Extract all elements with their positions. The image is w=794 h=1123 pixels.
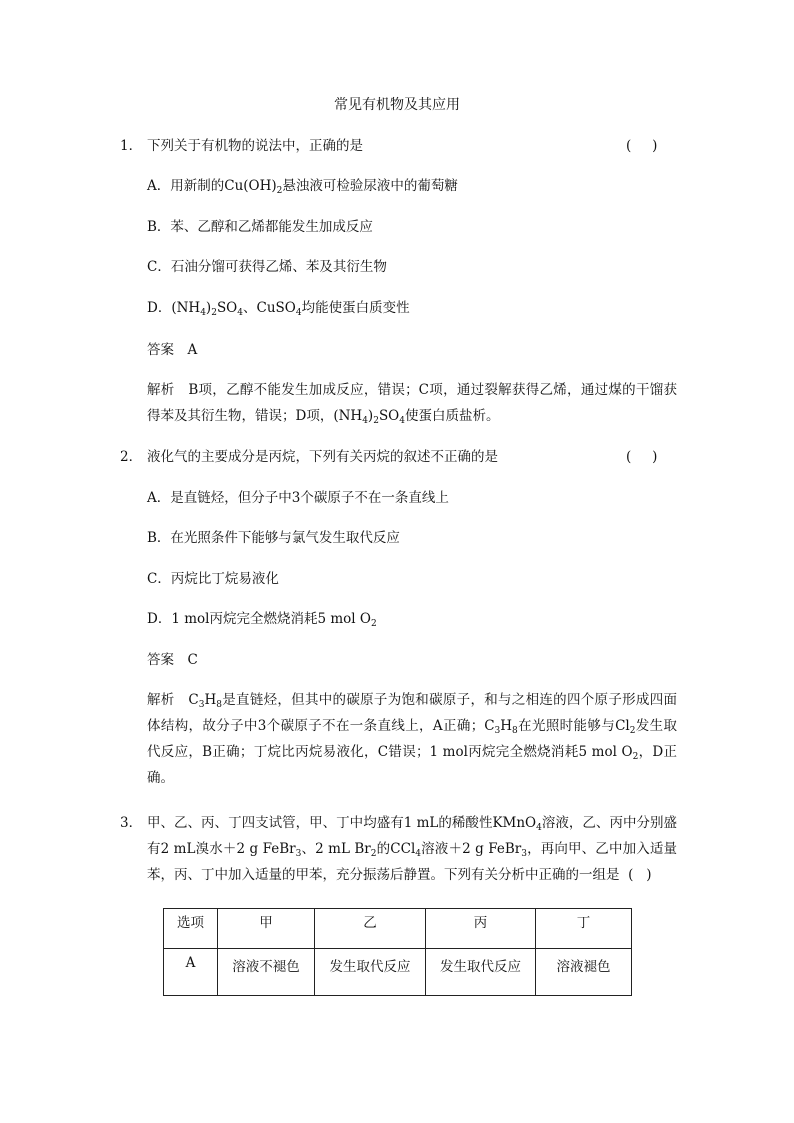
- option-d: D．1 mol丙烷完全燃烧消耗5 mol $O_2$: [147, 611, 377, 629]
- table-header-cell: 甲: [218, 909, 315, 949]
- question-stem: 甲、乙、丙、丁四支试管，甲、丁中均盛有1 mL的稀酸性KMnO$_4$溶液，乙、丙中分别盛有2 mL溴水＋2 g FeBr$_3$、2 mL $Br_2$的CCl$_4$溶液＋2 g FeBr$_3$，再向甲、乙中加入适量苯，丙、丁中加入适量的甲苯，充分振荡后静置。下列有关分析中正确的一组是 ( ): [147, 815, 678, 883]
- table-cell: 溶液不褪色: [218, 949, 315, 996]
- table-row: [164, 949, 632, 996]
- analysis: 解析 B项，乙醇不能发生加成反应，错误；C项，通过裂解获得乙烯，通过煤的干馏获得苯及其衍生物，错误；D项，$(NH_4)_2SO_4$使蛋白质盐析。: [147, 382, 677, 426]
- question-stem: 下列关于有机物的说法中，正确的是: [147, 138, 363, 154]
- page-title: 常见有机物及其应用: [334, 97, 460, 113]
- question-number: 3．: [120, 815, 143, 831]
- option-c: C．丙烷比丁烷易液化: [147, 571, 279, 587]
- option-b: B．在光照条件下能够与氯气发生取代反应: [147, 530, 400, 546]
- question-number: 1．: [120, 138, 143, 154]
- option-c: C．石油分馏可获得乙烯、苯及其衍生物: [147, 259, 387, 275]
- table-header-row: [164, 909, 632, 949]
- table-cell: 发生取代反应: [315, 949, 426, 996]
- question-stem: 液化气的主要成分是丙烷，下列有关丙烷的叙述不正确的是: [147, 449, 498, 465]
- table-header-cell: 丁: [536, 909, 632, 949]
- table-header-cell: 乙: [315, 909, 426, 949]
- option-d: D．$(NH_4)_2SO_4$、CuSO$_4$均能使蛋白质变性: [147, 300, 410, 318]
- answer-blank: ( ): [626, 138, 660, 154]
- option-a: A．用新制的$Cu(OH)_2$悬浊液可检验尿液中的葡萄糖: [147, 178, 458, 196]
- answer: 答案 C: [147, 652, 198, 668]
- table-cell: 溶液褪色: [536, 949, 632, 996]
- table-cell: A: [164, 949, 218, 996]
- option-a: A．是直链烃，但分子中3个碳原子不在一条直线上: [147, 490, 449, 506]
- question-number: 2．: [120, 449, 143, 465]
- table-header-cell: 选项: [164, 909, 218, 949]
- table-header-cell: 丙: [426, 909, 536, 949]
- answer-blank: ( ): [628, 867, 652, 883]
- answer: 答案 A: [147, 342, 198, 358]
- table-cell: 发生取代反应: [426, 949, 536, 996]
- answer-blank: ( ): [626, 449, 660, 465]
- options-table: [163, 908, 632, 996]
- option-b: B．苯、乙醇和乙烯都能发生加成反应: [147, 219, 373, 235]
- analysis: 解析 $C_3H_8$是直链烃，但其中的碳原子为饱和碳原子，和与之相连的四个原子形成四面体结构，故分子中3个碳原子不在一条直线上，A正确；$C_3H_8$在光照时能够与$Cl_2$发生取代反应，B正确；丁烷比丙烷易液化，C错误；1 mol丙烷完全燃烧消耗5 mol $O_2$，D正确。: [147, 692, 677, 786]
